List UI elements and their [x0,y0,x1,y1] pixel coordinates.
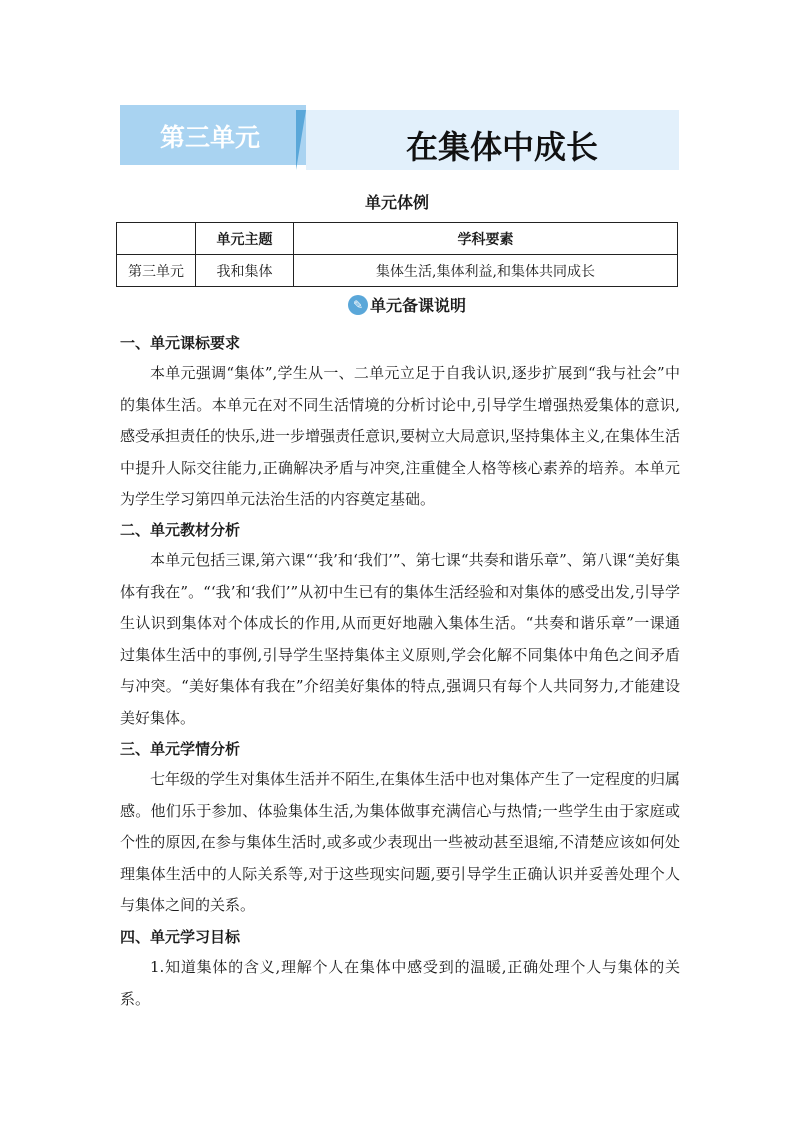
unit-banner [120,105,679,171]
section-paragraph: 本单元强调“集体”,学生从一、二单元立足于自我认识,逐步扩展到“我与社会”中的集体生活。本单元在对不同生活情境的分析讨论中,引导学生增强热爱集体的意识,感受承担责任的快乐,进一步增强责任意识,要树立大局意识,坚持集体主义,在集体生活中提升人际交往能力,正确解决矛盾与冲突,注重健全人格等核心素养的培养。本单元为学生学习第四单元法治生活的内容奠定基础。 [120,364,680,508]
table-cell: 我和集体 [196,255,294,287]
banner-unit-panel [120,105,306,165]
section-text [120,545,680,734]
section-text [120,764,680,922]
section-heading: 一、单元课标要求 [120,334,241,352]
prep-title-text: 单元备课说明 [370,296,467,315]
prep-title [348,293,466,316]
banner-fold [296,110,306,170]
banner-title-panel [306,110,679,170]
table-header-cell [117,223,196,255]
table-header-cell: 单元主题 [196,223,294,255]
section-heading: 三、单元学情分析 [120,740,241,758]
table-header-cell: 学科要素 [294,223,678,255]
table-caption: 单元体例 [364,193,429,212]
section-paragraph: 七年级的学生对集体生活并不陌生,在集体生活中也对集体产生了一定程度的归属感。他们乐于参加、体验集体生活,为集体做事充满信心与热情;一些学生由于家庭或个性的原因,在参与集体生活时,或多或少表现出一些被动甚至退缩,不清楚应该如何处理集体生活中的人际关系等,对于这些现实问题,要引导学生正确认识并妥善处理个人与集体之间的关系。 [120,770,680,914]
section-heading: 四、单元学习目标 [120,928,241,946]
table-cell: 集体生活,集体利益,和集体共同成长 [294,255,678,287]
section-heading: 二、单元教材分析 [120,521,241,539]
table-cell: 第三单元 [117,255,196,287]
table-header-row [117,223,678,255]
section-text [120,952,680,1015]
section-paragraph: 1.知道集体的含义,理解个人在集体中感受到的温暖,正确处理个人与集体的关系。 [120,958,680,1008]
unit-table [116,222,678,287]
unit-label: 第三单元 [160,123,261,152]
section-text [120,358,680,516]
notebook-icon: ✎ [348,295,368,315]
section-paragraph: 本单元包括三课,第六课“‘我’和‘我们’”、第七课“共奏和谐乐章”、第八课“美好集体有我在”。“‘我’和‘我们’”从初中生已有的集体生活经验和对集体的感受出发,引导学生认识到集体对个体成长的作用,从而更好地融入集体生活。“共奏和谐乐章”一课通过集体生活中的事例,引导学生坚持集体主义原则,学会化解不同集体中角色之间矛盾与冲突。“美好集体有我在”介绍美好集体的特点,强调只有每个人共同努力,才能建设美好集体。 [120,551,680,727]
table-row [117,255,678,287]
unit-title: 在集体中成长 [406,128,599,166]
